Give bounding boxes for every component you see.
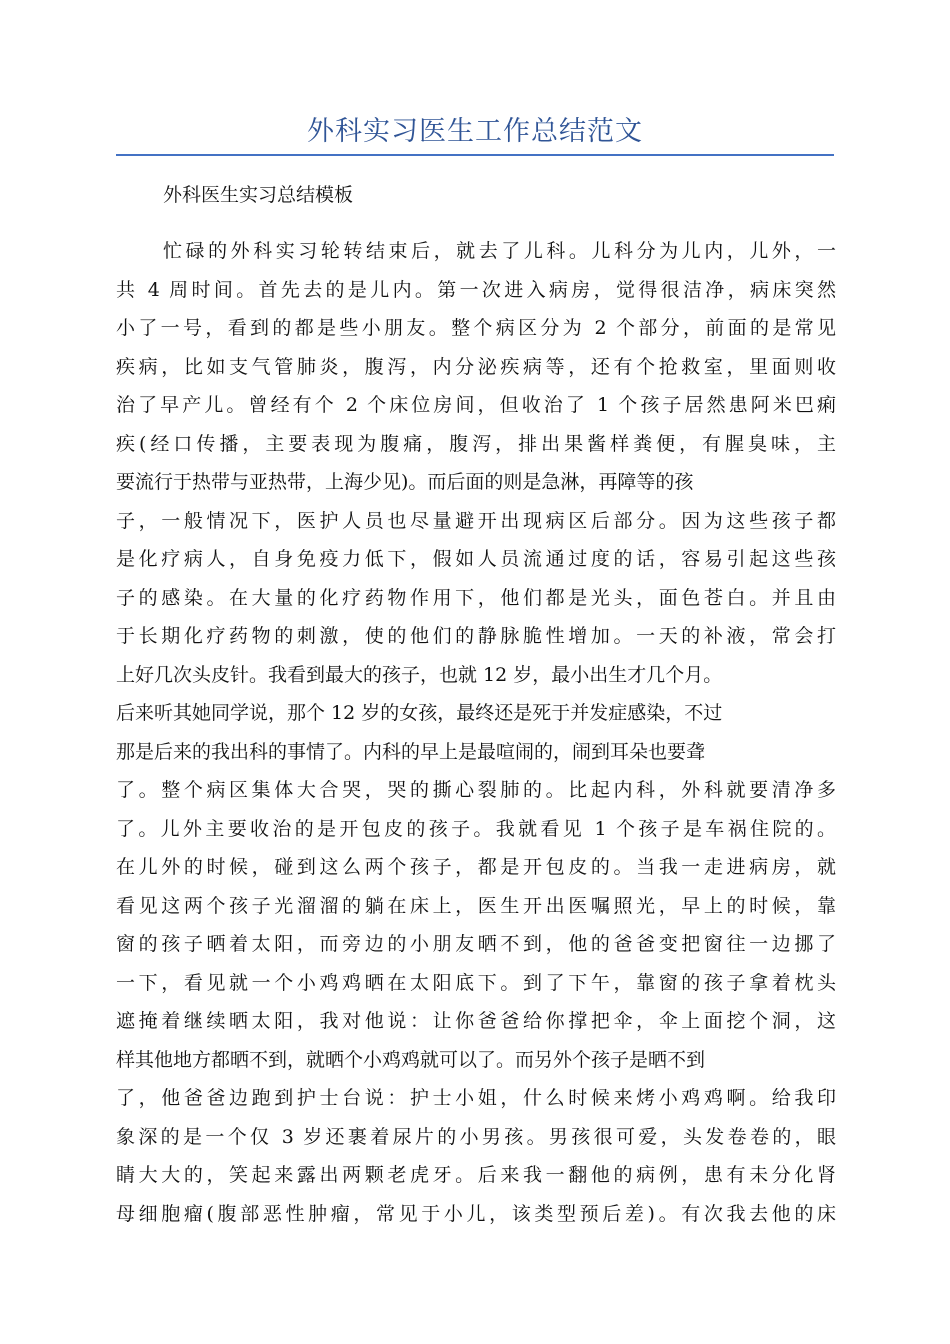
text-line: 窗的孩子晒着太阳，而旁边的小朋友晒不到，他的爸爸变把窗往一边挪了 bbox=[116, 933, 836, 955]
text-line: 在儿外的时候，碰到这么两个孩子，都是开包皮的。当我一走进病房，就 bbox=[116, 856, 836, 878]
text-line: 要流行于热带与亚热带，上海少见)。而后面的则是急淋，再障等的孩 bbox=[116, 471, 694, 493]
text-line: 上好几次头皮针。我看到最大的孩子，也就 12 岁，最小出生才几个月。 bbox=[116, 663, 723, 686]
text-line: 忙碌的外科实习轮转结束后，就去了儿科。儿科分为儿内，儿外，一 bbox=[163, 240, 836, 262]
text-line: 象深的是一个仅 3 岁还裹着尿片的小男孩。男孩很可爱，头发卷卷的，眼 bbox=[116, 1125, 836, 1148]
text-line: 了，他爸爸边跑到护士台说：护士小姐，什么时候来烤小鸡鸡啊。给我印 bbox=[116, 1087, 836, 1109]
text-line: 是化疗病人，自身免疫力低下，假如人员流通过度的话，容易引起这些孩 bbox=[116, 548, 836, 570]
text-line: 疾病，比如支气管肺炎，腹泻，内分泌疾病等，还有个抢救室，里面则收 bbox=[116, 355, 836, 378]
text-line: 疾(经口传播，主要表现为腹痛，腹泻，排出果酱样粪便，有腥臭味，主 bbox=[116, 432, 836, 455]
text-line: 看见这两个孩子光溜溜的躺在床上，医生开出医嘱照光，早上的时候，靠 bbox=[116, 894, 836, 917]
text-line: 了。整个病区集体大合哭，哭的撕心裂肺的。比起内科，外科就要清净多 bbox=[116, 779, 836, 801]
text-line: 小了一号，看到的都是些小朋友。整个病区分为 2 个部分，前面的是常见 bbox=[116, 317, 836, 339]
document-subtitle: 外科医生实习总结模板 bbox=[163, 184, 354, 206]
text-line: 了。儿外主要收治的是开包皮的孩子。我就看见 1 个孩子是车祸住院的。 bbox=[116, 817, 836, 840]
text-line: 子的感染。在大量的化疗药物作用下，他们都是光头，面色苍白。并且由 bbox=[116, 586, 836, 609]
text-line: 后来听其她同学说，那个 12 岁的女孩，最终还是死于并发症感染，不过 bbox=[116, 702, 723, 724]
text-line: 睛大大的，笑起来露出两颗老虎牙。后来我一翻他的病例，患有未分化肾 bbox=[116, 1164, 836, 1186]
title-underline bbox=[116, 154, 834, 156]
page-title: 外科实习医生工作总结范文 bbox=[307, 116, 643, 147]
text-line: 样其他地方都晒不到，就晒个小鸡鸡就可以了。而另外个孩子是晒不到 bbox=[116, 1048, 706, 1071]
text-line: 遮掩着继续晒太阳，我对他说：让你爸爸给你撑把伞，伞上面挖个洞，这 bbox=[116, 1010, 836, 1032]
text-line: 治了早产儿。曾经有个 2 个床位房间，但收治了 1 个孩子居然患阿米巴痢 bbox=[116, 394, 836, 416]
text-line: 母细胞瘤(腹部恶性肿瘤，常见于小儿，该类型预后差)。有次我去他的床 bbox=[116, 1202, 836, 1225]
body-paragraph bbox=[116, 232, 836, 1233]
text-line: 那是后来的我出科的事情了。内科的早上是最喧闹的，闹到耳朵也要聋 bbox=[116, 740, 706, 763]
text-line: 一下，看见就一个小鸡鸡晒在太阳底下。到了下午，靠窗的孩子拿着枕头 bbox=[116, 971, 836, 994]
text-line: 子，一般情况下，医护人员也尽量避开出现病区后部分。因为这些孩子都 bbox=[116, 509, 836, 532]
text-line: 于长期化疗药物的刺激，使的他们的静脉脆性增加。一天的补液，常会打 bbox=[116, 625, 836, 647]
text-line: 共 4 周时间。首先去的是儿内。第一次进入病房，觉得很洁净，病床突然 bbox=[116, 278, 836, 301]
